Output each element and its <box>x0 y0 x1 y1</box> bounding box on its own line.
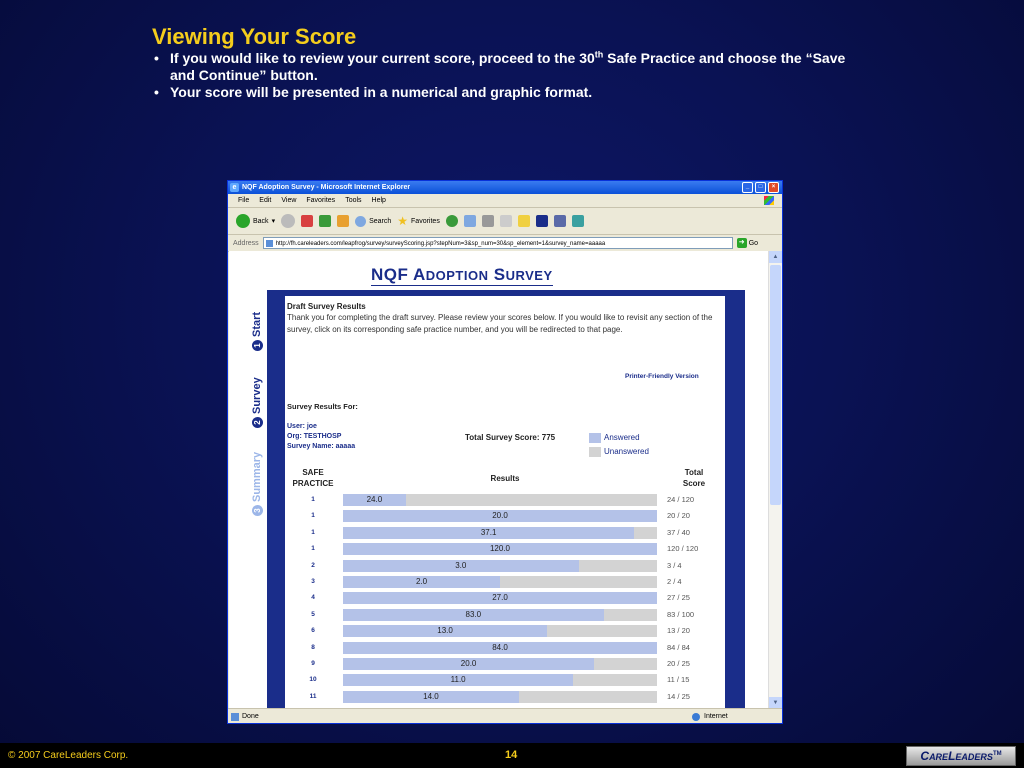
score-bar-track <box>343 609 657 621</box>
table-row <box>285 640 725 656</box>
survey-title-part: URVEY <box>505 268 553 283</box>
table-row <box>285 689 725 705</box>
safe-practice-link[interactable]: 6 <box>311 627 315 635</box>
menu-help[interactable]: Help <box>371 197 386 204</box>
page-number: 14 <box>505 749 518 761</box>
menu-edit[interactable]: Edit <box>259 197 272 204</box>
draft-title: Draft Survey Results <box>287 302 366 311</box>
copyright: © 2007 CareLeaders Corp. <box>8 750 129 761</box>
total-score-cell: 13 / 20 <box>667 626 690 636</box>
close-button[interactable]: × <box>768 182 779 193</box>
total-score-cell: 3 / 4 <box>667 560 682 570</box>
score-bar-track <box>343 576 657 588</box>
col-header-text: PRACTICE <box>292 479 334 488</box>
total-score-cell: 24 / 120 <box>667 495 695 504</box>
step-summary <box>251 452 263 516</box>
legend-answered: Answered <box>604 433 640 442</box>
safe-practice-link[interactable]: 9 <box>311 660 315 667</box>
browser-title: NQF Adoption Survey - Microsoft Internet Explorer <box>242 184 411 191</box>
edit-icon[interactable] <box>500 215 512 227</box>
table-row <box>285 574 725 590</box>
table-row <box>285 672 725 688</box>
step-number: 2 <box>252 417 263 428</box>
user-info <box>287 422 355 452</box>
table-row <box>285 623 725 639</box>
score-bar-track <box>343 560 657 572</box>
bullet-dot: • <box>154 84 159 100</box>
table-row <box>285 508 725 524</box>
windows-flag-icon <box>764 196 774 205</box>
total-score-cell: 14 / 25 <box>667 691 690 701</box>
total-score-cell: 2 / 4 <box>667 577 682 586</box>
home-button[interactable] <box>337 215 349 227</box>
bullet-dot: • <box>154 50 159 66</box>
step-label: Start <box>251 311 263 337</box>
logo-text: L <box>948 749 956 763</box>
safe-practice-link[interactable]: 11 <box>309 692 317 700</box>
go-arrow-icon: ➜ <box>737 238 747 248</box>
refresh-button[interactable] <box>319 215 331 227</box>
address-label: Address <box>233 239 259 247</box>
score-bar-track <box>343 691 657 703</box>
careleaders-logo <box>906 746 1016 766</box>
bar-value-label: 120.0 <box>489 544 511 554</box>
safe-practice-link[interactable]: 10 <box>309 676 317 684</box>
bullet-text: If you would like to review your current score, proceed to the 30 <box>170 50 595 66</box>
logo-text: C <box>920 749 930 763</box>
org-line: Org: TESTHOSP <box>287 433 342 440</box>
bullet-text: Safe Practice and choose the “Save and Continue” button. <box>170 50 846 83</box>
total-score-cell: 20 / 20 <box>667 511 690 521</box>
results-panel <box>285 296 725 709</box>
status-zone: Internet <box>692 713 728 720</box>
bar-value-label: 3.0 <box>455 560 467 570</box>
step-label: Summary <box>251 451 263 502</box>
back-button[interactable]: Back ▾ <box>236 214 275 228</box>
legend-swatch-unanswered <box>589 447 601 457</box>
col-header-text: Score <box>682 479 706 488</box>
survey-name-line: Survey Name: aaaaa <box>287 443 356 450</box>
total-score-cell: 120 / 120 <box>667 544 699 554</box>
bullet-item <box>152 50 872 84</box>
folder-icon[interactable] <box>518 215 530 227</box>
total-score-cell: 27 / 25 <box>667 593 690 603</box>
table-row <box>285 656 725 672</box>
bullet-list <box>152 50 872 101</box>
results-for-label: Survey Results For: <box>287 402 358 411</box>
maximize-button[interactable]: □ <box>755 182 766 193</box>
legend-swatch-answered <box>589 433 601 443</box>
bar-value-label: 84.0 <box>492 642 508 652</box>
browser-window <box>227 180 783 724</box>
user-line: User: joe <box>287 423 317 430</box>
score-bar-track <box>343 674 657 686</box>
steps-nav <box>251 301 265 521</box>
menu-favorites[interactable]: Favorites <box>306 197 336 204</box>
step-number: 1 <box>252 340 263 351</box>
safe-practice-link[interactable]: 1 <box>311 528 315 536</box>
go-button[interactable] <box>737 238 758 248</box>
score-bar-track <box>343 494 657 506</box>
logo-text: ARE <box>929 752 949 762</box>
table-row <box>285 607 725 623</box>
h-icon[interactable] <box>536 215 548 227</box>
survey-title <box>371 265 553 286</box>
back-label: Back <box>253 217 269 225</box>
total-score-cell: 11 / 15 <box>667 675 690 685</box>
bar-value-label: 24.0 <box>366 495 383 504</box>
menu-file[interactable]: File <box>238 197 250 204</box>
menu-tools[interactable]: Tools <box>345 197 362 204</box>
favorites-button[interactable] <box>397 214 440 228</box>
scroll-thumb[interactable] <box>770 265 781 505</box>
safe-practice-link[interactable]: 1 <box>311 545 315 553</box>
bar-value-label: 83.0 <box>465 609 482 619</box>
survey-title-part: S <box>493 265 506 284</box>
score-bar-track <box>343 642 657 654</box>
table-row <box>285 558 725 574</box>
bar-value-label: 20.0 <box>492 511 508 521</box>
browser-titlebar <box>228 181 782 194</box>
address-input[interactable] <box>263 237 733 249</box>
step-start[interactable] <box>251 312 263 351</box>
step-survey[interactable] <box>251 377 263 428</box>
address-url: http://fh.careleaders.com/leapfrog/survey/surveyScoring.jsp?stepNum=3&sp_num=30&sp_element=1&survey_name=aaaaa <box>275 241 606 247</box>
content-frame <box>267 290 745 709</box>
research-icon[interactable] <box>554 215 566 227</box>
step-number: 3 <box>252 505 263 516</box>
bar-value-label: 11.0 <box>450 675 466 685</box>
bar-value-label: 37.1 <box>480 527 497 537</box>
table-row <box>285 525 725 541</box>
col-header-text: Total <box>684 468 704 477</box>
score-bar-track <box>343 658 657 670</box>
messenger-icon[interactable] <box>572 215 584 227</box>
legend <box>589 431 649 459</box>
search-button[interactable] <box>355 216 391 227</box>
bar-value-label: 13.0 <box>437 626 453 636</box>
total-score-cell: 83 / 100 <box>667 609 695 619</box>
total-score-cell: 84 / 84 <box>667 642 690 652</box>
menu-view[interactable]: View <box>281 197 297 204</box>
page-viewport <box>229 251 768 709</box>
bar-value-label: 2.0 <box>415 577 428 586</box>
star-icon: ★ <box>397 214 409 228</box>
total-score-cell: 20 / 25 <box>667 659 690 668</box>
ie-logo-icon: e <box>230 183 239 192</box>
printer-friendly-link[interactable]: Printer-Friendly Version <box>625 373 699 380</box>
toolbar <box>228 208 782 235</box>
status-bar <box>228 708 782 723</box>
bar-value-label: 27.0 <box>492 593 508 603</box>
survey-title-part: DOPTION <box>425 268 489 283</box>
forward-button[interactable] <box>281 214 295 228</box>
score-bar-track <box>343 625 657 637</box>
step-label: Survey <box>251 377 263 414</box>
total-score-cell: 37 / 40 <box>667 527 690 537</box>
search-label: Search <box>369 217 392 225</box>
search-icon <box>355 216 366 227</box>
mail-icon[interactable] <box>464 215 476 227</box>
col-header-text: SAFE <box>302 468 324 477</box>
safe-practice-link[interactable]: 8 <box>311 643 315 651</box>
bar-value-label: 20.0 <box>460 659 477 668</box>
back-arrow-icon <box>236 214 250 228</box>
stop-button[interactable] <box>301 215 313 227</box>
scroll-down-icon[interactable]: ▼ <box>769 697 782 709</box>
total-score: Total Survey Score: 775 <box>465 433 556 442</box>
col-header-total-score <box>669 467 719 489</box>
safe-practice-link[interactable]: 3 <box>311 578 315 585</box>
go-label: Go <box>748 239 759 247</box>
bar-value-label: 14.0 <box>423 691 439 701</box>
minimize-button[interactable]: _ <box>742 182 753 193</box>
safe-practice-link[interactable]: 4 <box>311 594 315 602</box>
favorites-label: Favorites <box>411 217 440 225</box>
logo-tm: TM <box>992 751 1002 757</box>
print-icon[interactable] <box>482 215 494 227</box>
menu-bar <box>228 194 782 208</box>
safe-practice-link[interactable]: 2 <box>311 561 315 569</box>
safe-practice-link[interactable]: 5 <box>311 610 315 618</box>
slide-title: Viewing Your Score <box>152 24 357 49</box>
legend-unanswered: Unanswered <box>604 447 649 456</box>
bullet-sup: th <box>594 49 604 60</box>
history-icon[interactable] <box>446 215 458 227</box>
table-row <box>285 590 725 606</box>
draft-text: Thank you for completing the draft survey. Please review your scores below. If you would like to revisit any section of the survey, click on its corresponding safe practice number, and you will be redirected to that page. <box>287 313 713 334</box>
score-bar-track <box>343 592 657 604</box>
address-bar <box>228 235 782 252</box>
score-bar-track <box>343 527 657 539</box>
bullet-item <box>152 84 872 101</box>
table-row <box>285 492 725 508</box>
score-bar-track <box>343 510 657 522</box>
col-header-safe-practice <box>285 467 341 489</box>
survey-title-part: NQF A <box>371 265 426 284</box>
page-icon <box>266 240 273 247</box>
logo-text: EADERS <box>955 752 993 762</box>
vertical-scrollbar[interactable] <box>768 251 782 709</box>
safe-practice-link[interactable]: 1 <box>311 512 315 520</box>
table-row <box>285 541 725 557</box>
status-text: Done <box>228 713 692 720</box>
scroll-up-icon[interactable]: ▲ <box>769 251 782 263</box>
col-header-results: Results <box>490 474 520 483</box>
score-bar-track <box>343 543 657 555</box>
safe-practice-link[interactable]: 1 <box>311 496 315 503</box>
bullet-text: Your score will be presented in a numerical and graphic format. <box>170 84 593 100</box>
